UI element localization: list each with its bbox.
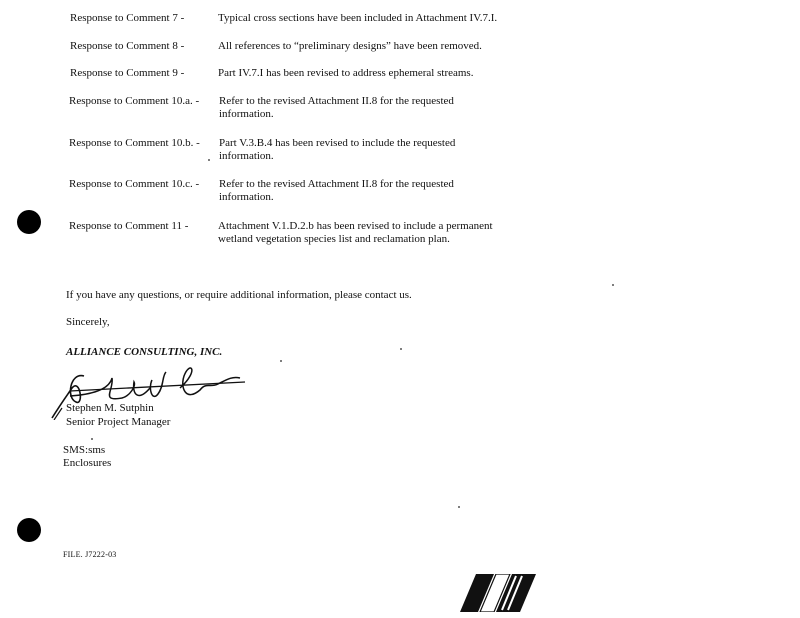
speck xyxy=(208,159,210,161)
response-text: All references to “preliminary designs” have been removed. xyxy=(218,40,482,52)
response-label: Response to Comment 10.c. - xyxy=(69,178,200,190)
signer-name: Stephen M. Sutphin xyxy=(66,402,154,414)
closing-line: If you have any questions, or require additional information, please contact us. xyxy=(66,289,412,301)
company-logo-icon xyxy=(460,574,540,612)
speck xyxy=(612,284,614,286)
response-label: Response to Comment 10.a. - xyxy=(69,95,200,107)
initials: SMS:sms xyxy=(63,444,106,456)
binder-hole xyxy=(17,518,41,542)
speck xyxy=(280,360,282,362)
binder-hole xyxy=(17,210,41,234)
enclosures-line: Enclosures xyxy=(63,457,112,469)
speck xyxy=(400,348,402,350)
file-reference: FILE. J7222-03 xyxy=(63,550,117,559)
speck xyxy=(91,438,93,440)
response-text: Typical cross sections have been included in Attachment IV.7.I. xyxy=(218,12,498,24)
response-label: Response to Comment 7 - xyxy=(70,12,185,24)
speck xyxy=(458,506,460,508)
response-text: Refer to the revised Attachment II.8 for the requested information. xyxy=(219,95,454,120)
response-text: Refer to the revised Attachment II.8 for the requested information. xyxy=(219,178,454,203)
response-label: Response to Comment 9 - xyxy=(70,67,185,79)
response-text: Part IV.7.I has been revised to address ephemeral streams. xyxy=(218,67,474,79)
response-text: Attachment V.1.D.2.b has been revised to include a permanent wetland vegetation species list and reclamation plan. xyxy=(218,220,493,245)
company-name: ALLIANCE CONSULTING, INC. xyxy=(66,346,223,358)
response-label: Response to Comment 10.b. - xyxy=(69,137,200,149)
response-label: Response to Comment 8 - xyxy=(70,40,185,52)
response-label: Response to Comment 11 - xyxy=(69,220,189,232)
salutation: Sincerely, xyxy=(66,316,110,328)
signer-title: Senior Project Manager xyxy=(66,416,171,428)
response-text: Part V.3.B.4 has been revised to include the requested information. xyxy=(219,137,456,162)
